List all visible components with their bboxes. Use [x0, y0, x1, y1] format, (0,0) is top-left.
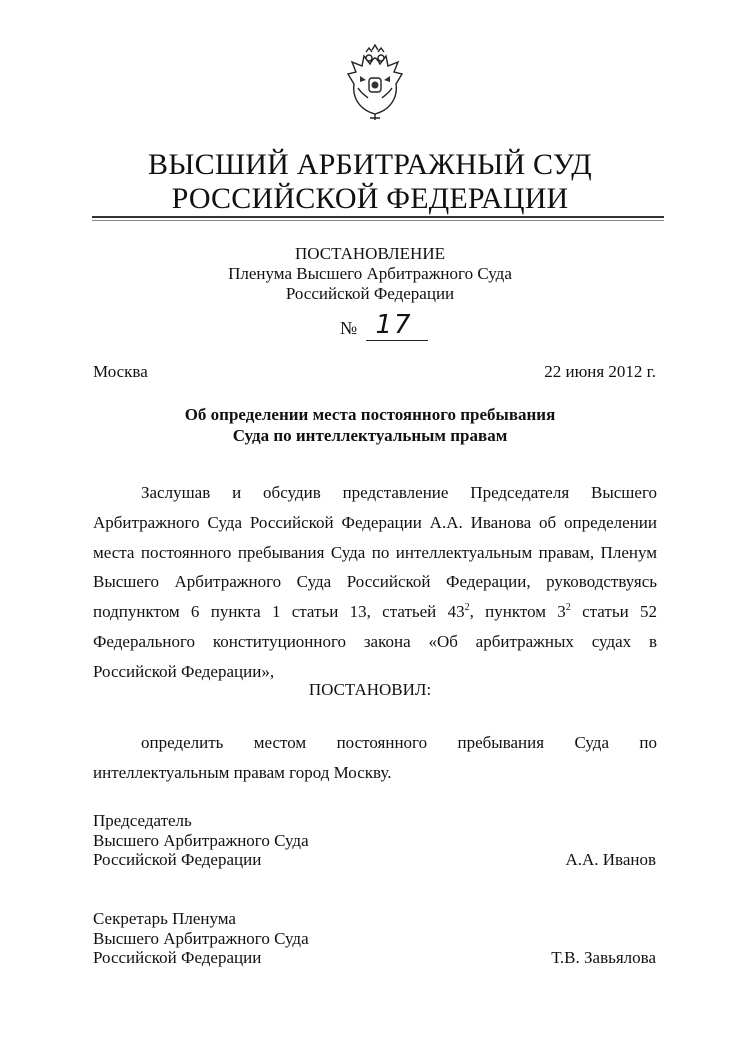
intro-mid-1: , пунктом 3	[469, 602, 566, 622]
handwritten-number: 17	[375, 310, 413, 340]
intro-mid-2: статьи 52 Федерального конституционного закона «Об арбитражных судах в Российской Федерации»,	[93, 602, 657, 681]
decision-paragraph	[93, 728, 657, 788]
secretary-line-3: Российской Федерации	[93, 948, 262, 967]
chair-signature-block	[93, 811, 309, 870]
secretary-name: Т.В. Завьялова	[551, 948, 656, 967]
document-number	[340, 312, 430, 344]
title-line-2: Суда по интеллектуальным правам	[232, 426, 508, 445]
superscript-2: 2	[565, 602, 571, 614]
header-rule-thick	[92, 216, 664, 218]
court-name-line-2: РОССИЙСКОЙ ФЕДЕРАЦИИ	[171, 182, 569, 215]
number-underline	[366, 340, 428, 341]
secretary-signature-block	[93, 909, 309, 968]
title-line-1: Об определении места постоянного пребывания	[184, 405, 556, 424]
number-sign: №	[340, 318, 358, 338]
document-type: ПОСТАНОВЛЕНИЕ	[294, 244, 445, 263]
court-name-line-1: ВЫСШИЙ АРБИТРАЖНЫЙ СУД	[148, 148, 592, 181]
intro-paragraph	[93, 478, 657, 687]
header-rule-thin	[92, 220, 664, 221]
document-date: 22 июня 2012 г.	[544, 362, 656, 381]
secretary-line-2: Высшего Арбитражного Суда	[93, 928, 309, 948]
city: Москва	[93, 362, 148, 381]
chair-line-1: Председатель	[93, 811, 192, 830]
resolved-heading: ПОСТАНОВИЛ:	[308, 680, 432, 699]
secretary-line-1: Секретарь Пленума	[93, 909, 236, 928]
chair-line-3: Российской Федерации	[93, 850, 262, 869]
intro-text: Заслушав и обсудив представление Председателя Высшего Арбитражного Суда Российской Федерации А.А. Иванова об определении места постоянного пребывания Суда по интеллектуальным правам, Пленум Высшего Арбитражного Суда Российской Федерации, руководствуясь подпунктом 6 пункта 1 статьи 13, статьей 43	[93, 483, 657, 622]
superscript-1: 2	[464, 602, 470, 614]
decision-text: определить местом постоянного пребывания Суда по интеллектуальным правам город Москву.	[93, 733, 657, 782]
issuer-line-2: Российской Федерации	[285, 284, 455, 303]
chair-name: А.А. Иванов	[565, 850, 656, 869]
chair-line-2: Высшего Арбитражного Суда	[93, 830, 309, 850]
issuer-line-1: Пленума Высшего Арбитражного Суда	[228, 264, 512, 283]
coat-of-arms-emblem	[340, 44, 410, 122]
